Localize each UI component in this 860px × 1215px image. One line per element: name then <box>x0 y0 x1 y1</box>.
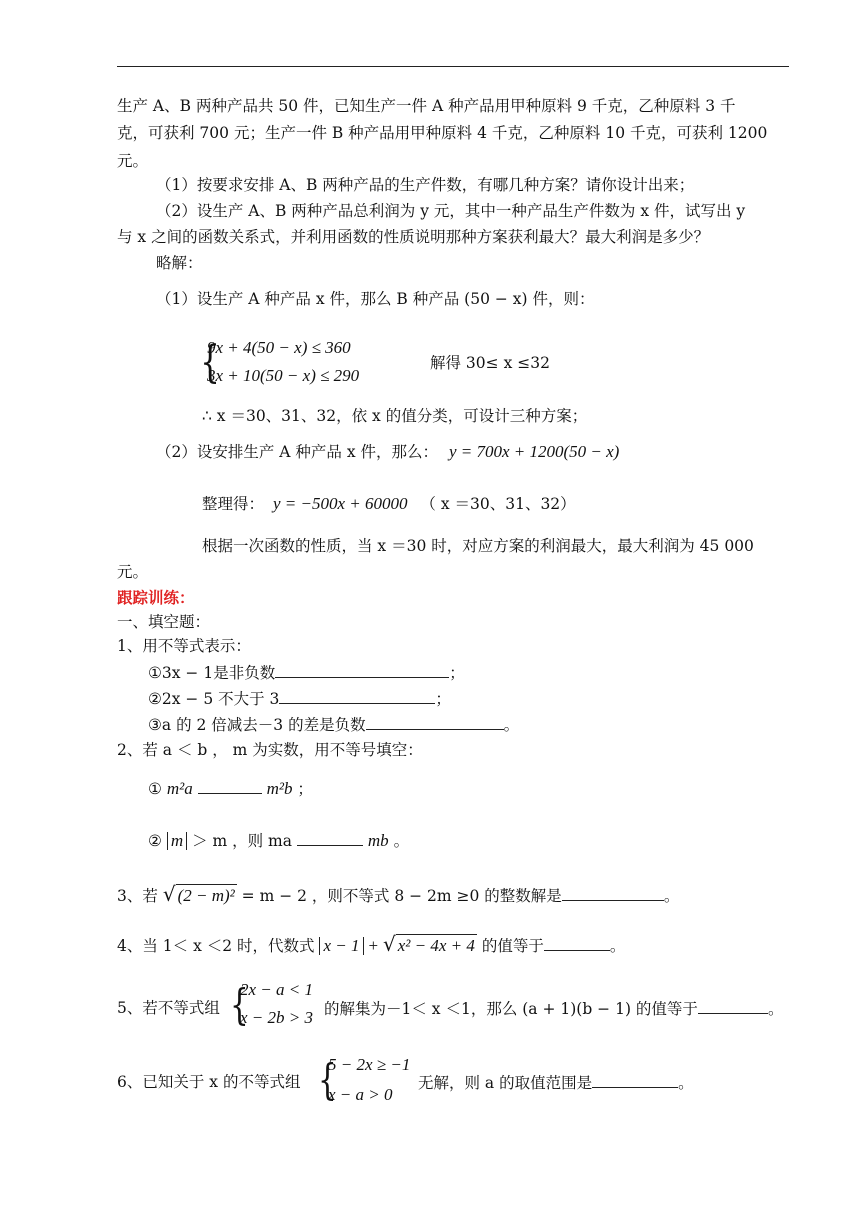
item-6-line-1: 5 − 2x ≥ −1 <box>328 1055 411 1074</box>
item-3-prefix: 3、若 <box>117 887 158 905</box>
solution-step-3 <box>202 493 576 515</box>
simplified-label: 整理得： <box>202 495 265 513</box>
item-1-title: 1、用不等式表示： <box>117 637 251 655</box>
item-2b-end: 。 <box>393 832 410 850</box>
answer-blank[interactable] <box>544 934 610 951</box>
item-1b-end: ； <box>435 690 451 708</box>
item-6-suffix <box>418 1071 694 1094</box>
item-4-radicand: x² − 4x + 4 <box>397 936 475 955</box>
sqrt-symbol: √ <box>162 882 176 906</box>
item-2a-number: ① <box>148 780 162 798</box>
fill-blank-section-title: 一、填空题： <box>117 613 211 631</box>
item-2b-mid: ＞ m ，则 ma <box>192 832 292 850</box>
problem-line-2: 克，可获利 700 元；生产一件 B 种产品用甲种原料 4 千克，乙种原料 10 千克，可获利 1200 <box>117 124 768 142</box>
system-brace: { <box>318 1055 337 1104</box>
item-3-end: 。 <box>663 887 680 905</box>
conclusion-line-2: 元。 <box>117 563 149 581</box>
item-6-line-2: x − a > 0 <box>328 1085 393 1104</box>
item-1c <box>148 713 519 736</box>
question-1: （1）按要求安排 A、B 两种产品的生产件数，有哪几种方案？请你设计出来； <box>156 176 695 194</box>
solution-step-2-text: （2）设安排生产 A 种产品 x 件，那么： <box>156 443 439 461</box>
answer-blank[interactable] <box>279 687 435 704</box>
solution-step-2 <box>156 441 619 463</box>
answer-blank[interactable] <box>366 713 504 730</box>
header-rule <box>117 66 789 67</box>
item-2b <box>148 829 409 852</box>
item-5-end: 。 <box>767 1000 784 1018</box>
solution-step-1: （1）设生产 A 种产品 x 件，那么 B 种产品 (50 − x) 件，则： <box>156 290 595 308</box>
item-2b-number: ② <box>148 832 162 850</box>
profit-function: y = 700x + 1200(50 − x) <box>448 442 620 461</box>
item-2a-left: m²a <box>166 779 193 798</box>
question-2-line-1: （2）设生产 A、B 两种产品总利润为 y 元，其中一种产品生产件数为 x 件，试写出 y <box>156 202 746 220</box>
problem-line-3: 元。 <box>117 152 149 170</box>
answer-blank[interactable] <box>562 884 664 901</box>
solution-range: 解得 30≤ x ≤32 <box>430 354 550 372</box>
item-5-line-1: 2x − a < 1 <box>240 980 313 999</box>
conclusion-line-1: 根据一次函数的性质，当 x ＝30 时，对应方案的利润最大，最大利润为 45 000 <box>202 537 754 555</box>
answer-blank[interactable] <box>198 777 262 794</box>
item-4-abs: x − 1 <box>319 937 363 955</box>
item-4 <box>117 933 625 957</box>
item-5-prefix: 5、若不等式组 <box>117 999 220 1017</box>
item-1b-text: ②2x − 5 不大于 3 <box>148 690 280 708</box>
system-1-line-1: 9x + 4(50 − x) ≤ 360 <box>207 338 351 357</box>
item-4-prefix: 4、当 1＜ x ＜2 时，代数式 <box>117 937 315 955</box>
problem-line-1: 生产 A、B 两种产品共 50 件，已知生产一件 A 种产品用甲种原料 9 千克，乙种原料 3 千 <box>117 97 736 115</box>
sqrt-symbol: √ <box>382 932 396 956</box>
answer-blank[interactable] <box>592 1071 678 1088</box>
item-2a-end: ； <box>297 780 313 798</box>
item-1a-end: ； <box>449 664 465 682</box>
system-1-line-2: 3x + 10(50 − x) ≤ 290 <box>207 366 360 385</box>
answer-blank[interactable] <box>275 661 449 678</box>
item-5-text: 的解集为－1＜ x ＜1，那么 (a + 1)(b − 1) 的值等于 <box>324 1000 698 1018</box>
simplified-function: y = −500x + 60000 <box>272 494 408 513</box>
item-2b-right: mb <box>367 831 389 850</box>
item-3-radicand: (2 − m)² <box>177 886 235 905</box>
item-3 <box>117 883 679 907</box>
item-1a-text: ①3x − 1是非负数 <box>148 664 276 682</box>
simplified-condition: （ x ＝30、31、32） <box>420 495 576 513</box>
solution-label: 略解： <box>156 254 203 272</box>
item-3-text: = m − 2 ，则不等式 8 − 2m ≥0 的整数解是 <box>241 887 562 905</box>
abs-m: m <box>167 832 187 850</box>
item-1a <box>148 661 465 684</box>
item-4-end: 。 <box>609 937 626 955</box>
item-5-line-2: x − 2b > 3 <box>240 1008 313 1027</box>
section-heading: 跟踪训练： <box>117 588 195 607</box>
item-1c-text: ③a 的 2 倍减去－3 的差是负数 <box>148 716 366 734</box>
item-6-prefix: 6、已知关于 x 的不等式组 <box>117 1073 301 1091</box>
item-1c-end: 。 <box>503 716 520 734</box>
item-5-suffix <box>324 997 783 1020</box>
item-2a-right: m²b <box>266 779 293 798</box>
item-1b <box>148 687 451 710</box>
system-brace: { <box>200 337 220 388</box>
question-2-line-2: 与 x 之间的函数关系式，并利用函数的性质说明那种方案获利最大？最大利润是多少？ <box>117 228 710 246</box>
system-brace: { <box>230 980 249 1029</box>
therefore-line: ∴ x ＝30、31、32，依 x 的值分类，可设计三种方案； <box>202 407 588 425</box>
answer-blank[interactable] <box>698 997 768 1014</box>
item-4-plus: + <box>368 936 379 955</box>
item-2-title: 2、若 a ＜ b ， m 为实数，用不等号填空： <box>117 741 423 759</box>
answer-blank[interactable] <box>297 829 363 846</box>
item-4-text: 的值等于 <box>481 937 544 955</box>
item-6-end: 。 <box>678 1074 694 1092</box>
item-6-text: 无解，则 a 的取值范围是 <box>418 1074 593 1092</box>
item-2a <box>148 777 313 800</box>
